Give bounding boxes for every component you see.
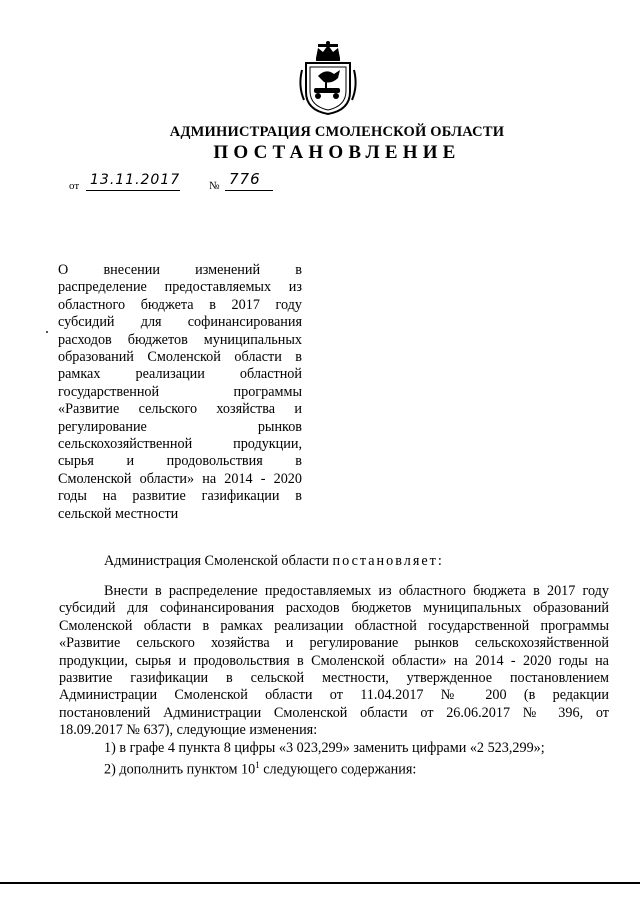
body-line: субсидий для софинансирования расходов бюджетов муниципальных образований xyxy=(59,600,609,617)
subject-line: О внесении изменений в xyxy=(58,262,302,278)
subject-line: Смоленской области» на 2014 - 2020 xyxy=(58,470,302,487)
list-item-text: 2) дополнить пунктом 10 xyxy=(104,761,256,778)
subject-line: сельскохозяйственной продукции, xyxy=(58,436,302,453)
body-line: Администрации Смоленской области от 11.04.2017 № 200 (в редакции xyxy=(59,687,609,704)
agency-title: АДМИНИСТРАЦИЯ СМОЛЕНСКОЙ ОБЛАСТИ xyxy=(169,124,505,140)
subject-line: «Развитие сельского хозяйства и xyxy=(58,401,302,418)
document-body xyxy=(59,583,609,779)
decree-word: постановляет: xyxy=(332,553,444,569)
preamble-text: Администрация Смоленской области xyxy=(104,553,329,569)
subject-line: распределение предоставляемых из xyxy=(58,279,302,296)
body-line: Внести в распределение предоставляемых из областного бюджета в 2017 году xyxy=(104,583,609,599)
subject-line: образований Смоленской области в xyxy=(58,349,302,366)
body-line: Смоленской области в рамках реализации областной государственной программы xyxy=(59,617,609,634)
subject-line: сырья и продовольствия в xyxy=(58,453,302,470)
handwritten-number: 776 xyxy=(225,170,273,191)
subject-line: сельской местности xyxy=(58,505,179,522)
number-prefix: № xyxy=(209,180,220,192)
body-line: продукции, сырья и продовольствия в Смоленской области» на 2014 - 2020 годы на xyxy=(59,652,609,669)
list-item xyxy=(59,757,609,779)
subject-line: расходов бюджетов муниципальных xyxy=(58,331,302,348)
preamble xyxy=(104,553,444,570)
document-subject xyxy=(58,262,302,523)
page-edge-line xyxy=(0,882,640,884)
list-item-tail: следующего содержания: xyxy=(259,761,417,778)
document-type-title: ПОСТАНОВЛЕНИЕ xyxy=(213,142,461,163)
body-line: 18.09.2017 № 637), следующие изменения: xyxy=(59,722,318,739)
body-line: «Развитие сельского хозяйства и регулирование рынков сельскохозяйственной xyxy=(59,635,609,652)
body-line: развитие газификации в сельской местности, утвержденное постановлением xyxy=(59,670,609,687)
subject-line: рамках реализации областной xyxy=(58,366,302,383)
handwritten-date: 13.11.2017 xyxy=(86,172,180,191)
crown-icon xyxy=(316,41,340,61)
list-item: 1) в графе 4 пункта 8 цифры «3 023,299» заменить цифрами «2 523,299»; xyxy=(104,739,545,756)
body-line: постановлений Администрации Смоленской области от 26.06.2017 № 396, от xyxy=(59,704,609,721)
subject-line: областного бюджета в 2017 году xyxy=(58,296,302,313)
subject-line: государственной программы xyxy=(58,383,302,400)
subject-line: годы на развитие газификации в xyxy=(58,488,302,505)
subject-line: субсидий для софинансирования xyxy=(58,314,302,331)
margin-mark xyxy=(46,331,48,333)
date-prefix: от xyxy=(69,180,80,192)
subject-line: регулирование рынков xyxy=(58,418,302,435)
superscript: 1 xyxy=(255,760,260,771)
coat-of-arms-emblem xyxy=(296,40,360,116)
